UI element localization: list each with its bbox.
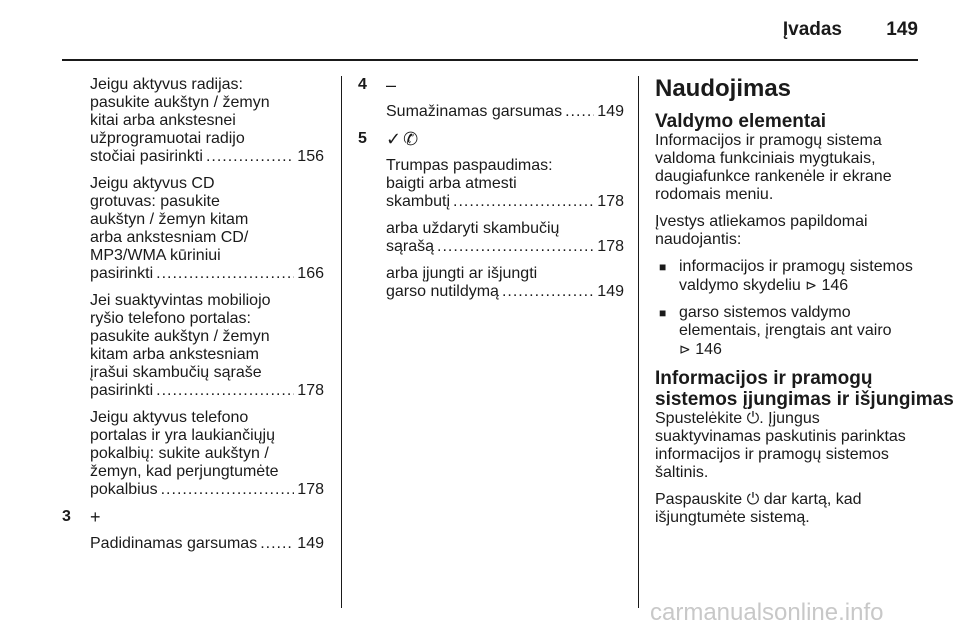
text-line: Paspauskite ⏻ dar kartą, kad bbox=[655, 491, 862, 508]
text-line: pasukite aukštyn / žemyn bbox=[90, 328, 270, 345]
leader-dots bbox=[156, 265, 294, 283]
page-reference[interactable] bbox=[90, 382, 324, 400]
text-line: šaltinis. bbox=[655, 464, 709, 481]
text-line: baigti arba atmesti bbox=[386, 175, 517, 192]
page-reference[interactable] bbox=[386, 193, 624, 211]
heading-line: Informacijos ir pramogų bbox=[655, 368, 873, 389]
ref-page: 156 bbox=[297, 148, 324, 165]
text-line: informacijos ir pramogų sistemos bbox=[655, 446, 889, 463]
column-divider-2 bbox=[638, 76, 639, 608]
page-reference[interactable] bbox=[679, 340, 923, 359]
bullet-icon: ■ bbox=[659, 306, 667, 320]
text-line: aukštyn / žemyn kitam bbox=[90, 211, 249, 228]
text-line: rodomais meniu. bbox=[655, 186, 774, 203]
text-line: Jei suaktyvintas mobiliojo bbox=[90, 292, 271, 309]
text-line: elementais, įrengtais ant vairo bbox=[679, 322, 892, 339]
plus-icon: + bbox=[90, 507, 101, 527]
leader-dots bbox=[260, 535, 294, 553]
text-line: Trumpas paspaudimas: bbox=[386, 157, 553, 174]
text-line: įrašui skambučių sąraše bbox=[90, 364, 262, 381]
text-line: valdoma funkciniais mygtukais, bbox=[655, 150, 876, 167]
item-3 bbox=[62, 508, 324, 526]
ref-text: stočiai pasirinkti bbox=[90, 148, 203, 165]
item-number: 4 bbox=[358, 76, 367, 93]
page-reference[interactable] bbox=[386, 238, 624, 256]
text-line: žemyn, kad perjungtumėte bbox=[90, 463, 279, 480]
text-line: garso sistemos valdymo bbox=[679, 304, 851, 321]
leader-dots bbox=[453, 193, 594, 211]
ref-page: 149 bbox=[297, 535, 324, 552]
text-line: Jeigu aktyvus CD bbox=[90, 175, 215, 192]
paragraph-close-list bbox=[358, 220, 624, 256]
leader-dots bbox=[156, 382, 294, 400]
leader-dots bbox=[437, 238, 594, 256]
item-5 bbox=[358, 130, 624, 148]
column-2 bbox=[358, 76, 624, 310]
text-line: Informacijos ir pramogų sistema bbox=[655, 132, 882, 149]
paragraph-controls bbox=[655, 132, 923, 204]
paragraph-waiting-calls bbox=[62, 409, 324, 499]
paragraph-volume-up bbox=[62, 535, 324, 553]
text-line: daugiafunkce rankenėle ir ekrane bbox=[655, 168, 892, 185]
page-reference[interactable] bbox=[90, 148, 324, 166]
bullet-item bbox=[655, 258, 923, 295]
ref-text: Padidinamas garsumas bbox=[90, 535, 258, 552]
minus-icon: – bbox=[386, 75, 397, 95]
text-line: Spustelėkite ⏻. Įjungus bbox=[655, 410, 820, 427]
paragraph-mute bbox=[358, 265, 624, 301]
paragraph-cd bbox=[62, 175, 324, 283]
item-number: 3 bbox=[62, 508, 71, 525]
ref-page: 149 bbox=[597, 103, 624, 120]
paragraph-phone-portal bbox=[62, 292, 324, 400]
ref-text: skambutį bbox=[386, 193, 451, 210]
text-line: užprogramuotai radijo bbox=[90, 130, 245, 147]
text-line: portalas ir yra laukiančiųjų bbox=[90, 427, 275, 444]
text-line: kitam arba ankstesniam bbox=[90, 346, 259, 363]
heading-line: sistemos įjungimas ir išjungimas bbox=[655, 389, 954, 410]
text-line: pokalbių: sukite aukštyn / bbox=[90, 445, 269, 462]
leader-dots bbox=[206, 148, 294, 166]
paragraph-power-on bbox=[655, 410, 923, 482]
page-reference[interactable] bbox=[679, 276, 923, 295]
item-4 bbox=[358, 76, 624, 94]
page-reference[interactable] bbox=[386, 283, 624, 301]
bullet-item bbox=[655, 304, 923, 359]
text-line: arba ankstesniam CD/ bbox=[90, 229, 249, 246]
text-line: suaktyvinamas paskutinis parinktas bbox=[655, 428, 906, 445]
ref-page: 178 bbox=[297, 382, 324, 399]
text-line: grotuvas: pasukite bbox=[90, 193, 220, 210]
watermark: carmanualsonline.info bbox=[650, 599, 884, 626]
page-number: 149 bbox=[886, 19, 918, 40]
ref-text: pasirinkti bbox=[90, 382, 154, 399]
ref-page: 178 bbox=[297, 481, 324, 498]
page-header bbox=[0, 0, 960, 60]
page-reference[interactable] bbox=[90, 481, 324, 499]
paragraph-radio bbox=[62, 76, 324, 166]
paragraph-volume-down bbox=[358, 103, 624, 121]
ref-text: valdymo skydeliu bbox=[679, 277, 801, 294]
paragraph-short-press bbox=[358, 157, 624, 211]
text-line: pasukite aukštyn / žemyn bbox=[90, 94, 270, 111]
text-line: Įvestys atliekamos papildomai bbox=[655, 213, 868, 230]
text-line: arba uždaryti skambučių bbox=[386, 220, 560, 237]
ref-page: 178 bbox=[597, 193, 624, 210]
leader-dots bbox=[161, 481, 295, 499]
text-line: naudojantis: bbox=[655, 231, 742, 248]
leader-dots bbox=[502, 283, 594, 301]
text-line: kitai arba ankstesnei bbox=[90, 112, 236, 129]
page-reference[interactable] bbox=[386, 103, 624, 121]
text-line: Jeigu aktyvus radijas: bbox=[90, 76, 243, 93]
paragraph-inputs bbox=[655, 213, 923, 249]
ref-text: sąrašą bbox=[386, 238, 435, 255]
paragraph-power-off bbox=[655, 491, 923, 527]
ref-text: garso nutildymą bbox=[386, 283, 499, 300]
ref-page: 149 bbox=[597, 283, 624, 300]
ref-page: 178 bbox=[597, 238, 624, 255]
phone-hangup-icon: ✓✆ bbox=[386, 129, 421, 149]
ref-text: pasirinkti bbox=[90, 265, 154, 282]
text-line: ryšio telefono portalas: bbox=[90, 310, 251, 327]
subheading-controls: Valdymo elementai bbox=[655, 111, 827, 132]
ref-page: 166 bbox=[297, 265, 324, 282]
text-line: Jeigu aktyvus telefono bbox=[90, 409, 249, 426]
ref-page: 146 bbox=[695, 341, 722, 358]
header-rule bbox=[62, 59, 918, 61]
leader-dots bbox=[565, 103, 594, 121]
text-line: arba įjungti ar išjungti bbox=[386, 265, 538, 282]
ref-text: Sumažinamas garsumas bbox=[386, 103, 563, 120]
reference-arrow-icon: ⊳ bbox=[805, 277, 818, 293]
text-line: informacijos ir pramogų sistemos bbox=[679, 258, 913, 275]
ref-page: 146 bbox=[821, 277, 849, 294]
page-reference[interactable] bbox=[90, 535, 324, 553]
subheading-power bbox=[655, 368, 954, 410]
text-line: išjungtumėte sistemą. bbox=[655, 509, 810, 526]
column-1 bbox=[62, 76, 324, 562]
reference-arrow-icon: ⊳ bbox=[679, 341, 691, 357]
page-reference[interactable] bbox=[90, 265, 324, 283]
column-divider-1 bbox=[341, 76, 342, 608]
item-number: 5 bbox=[358, 130, 367, 147]
section-title: Įvadas bbox=[782, 19, 842, 40]
text-line: MP3/WMA kūriniui bbox=[90, 247, 221, 264]
ref-text: pokalbius bbox=[90, 481, 158, 498]
column-3 bbox=[655, 75, 954, 536]
bullet-icon: ■ bbox=[659, 260, 667, 274]
section-heading: Naudojimas bbox=[655, 75, 792, 102]
